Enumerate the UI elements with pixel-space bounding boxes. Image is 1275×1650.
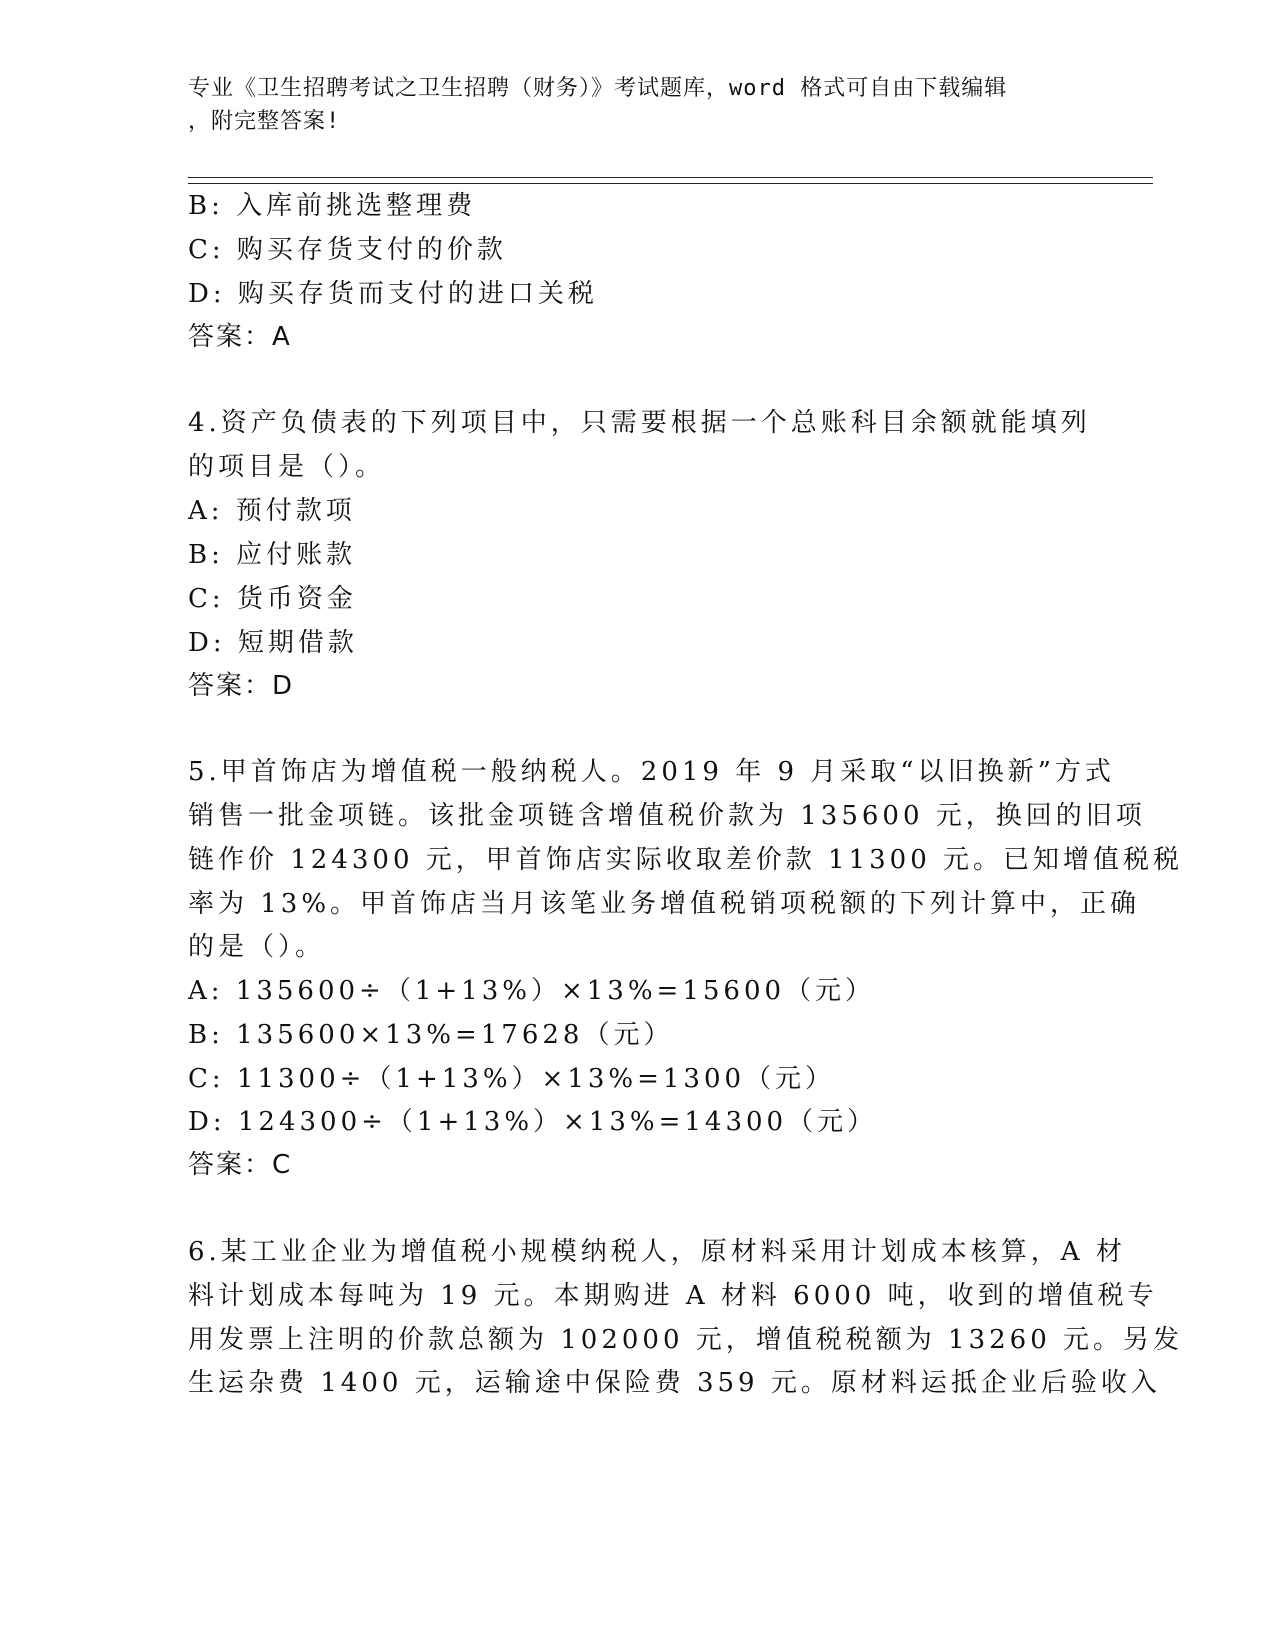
q3-option-d: D: 购买存货而支付的进口关税 — [188, 279, 598, 309]
q4-option-b: B: 应付账款 — [188, 540, 357, 570]
document-header — [188, 72, 1068, 138]
q4-stem-line-2: 的项目是（）。 — [188, 452, 386, 482]
q5-option-a: A: 135600÷（1+13%）×13%=15600（元） — [188, 976, 876, 1006]
q3-option-b: B: 入库前挑选整理费 — [188, 191, 477, 221]
q5-stem-line-5: 的是（）。 — [188, 932, 326, 962]
q5-stem-line-3: 链作价 124300 元，甲首饰店实际收取差价款 11300 元。已知增值税税 — [188, 845, 1184, 875]
q4-option-c: C: 货币资金 — [188, 584, 357, 614]
q3-option-c: C: 购买存货支付的价款 — [188, 235, 507, 265]
q6-stem-line-1: 6.某工业企业为增值税小规模纳税人，原材料采用计划成本核算，A 材 — [188, 1237, 1126, 1267]
q5-answer: 答案：C — [188, 1150, 293, 1180]
q4-option-a: A: 预付款项 — [188, 496, 356, 526]
q5-stem-line-1: 5.甲首饰店为增值税一般纳税人。2019 年 9 月采取“以旧换新”方式 — [188, 757, 1115, 787]
q4-answer: 答案：D — [188, 671, 295, 701]
q6-stem-line-3: 用发票上注明的价款总额为 102000 元，增值税税额为 13260 元。另发 — [188, 1325, 1184, 1355]
q6-stem-line-4: 生运杂费 1400 元，运输途中保险费 359 元。原材料运抵企业后验收入 — [188, 1368, 1161, 1398]
q4-option-d: D: 短期借款 — [188, 628, 358, 658]
q3-answer: 答案：A — [188, 322, 292, 352]
header-line-2: ，附完整答案! — [188, 109, 341, 134]
header-line-1: 专业《卫生招聘考试之卫生招聘（财务）》考试题库，word 格式可自由下载编辑 — [188, 76, 1008, 101]
header-divider-top — [188, 177, 1153, 178]
q4-stem-line-1: 4.资产负债表的下列项目中，只需要根据一个总账科目余额就能填列 — [188, 408, 1091, 438]
q5-option-b: B: 135600×13%=17628（元） — [188, 1020, 674, 1050]
q5-option-c: C: 11300÷（1+13%）×13%=1300（元） — [188, 1064, 836, 1094]
header-divider-bottom — [188, 183, 1153, 184]
q5-stem-line-4: 率为 13%。甲首饰店当月该笔业务增值税销项税额的下列计算中，正确 — [188, 889, 1141, 919]
q6-stem-line-2: 料计划成本每吨为 19 元。本期购进 A 材料 6000 吨，收到的增值税专 — [188, 1281, 1158, 1311]
q5-stem-line-2: 销售一批金项链。该批金项链含增值税价款为 135600 元，换回的旧项 — [188, 801, 1146, 831]
q5-option-d: D: 124300÷（1+13%）×13%=14300（元） — [188, 1107, 878, 1137]
